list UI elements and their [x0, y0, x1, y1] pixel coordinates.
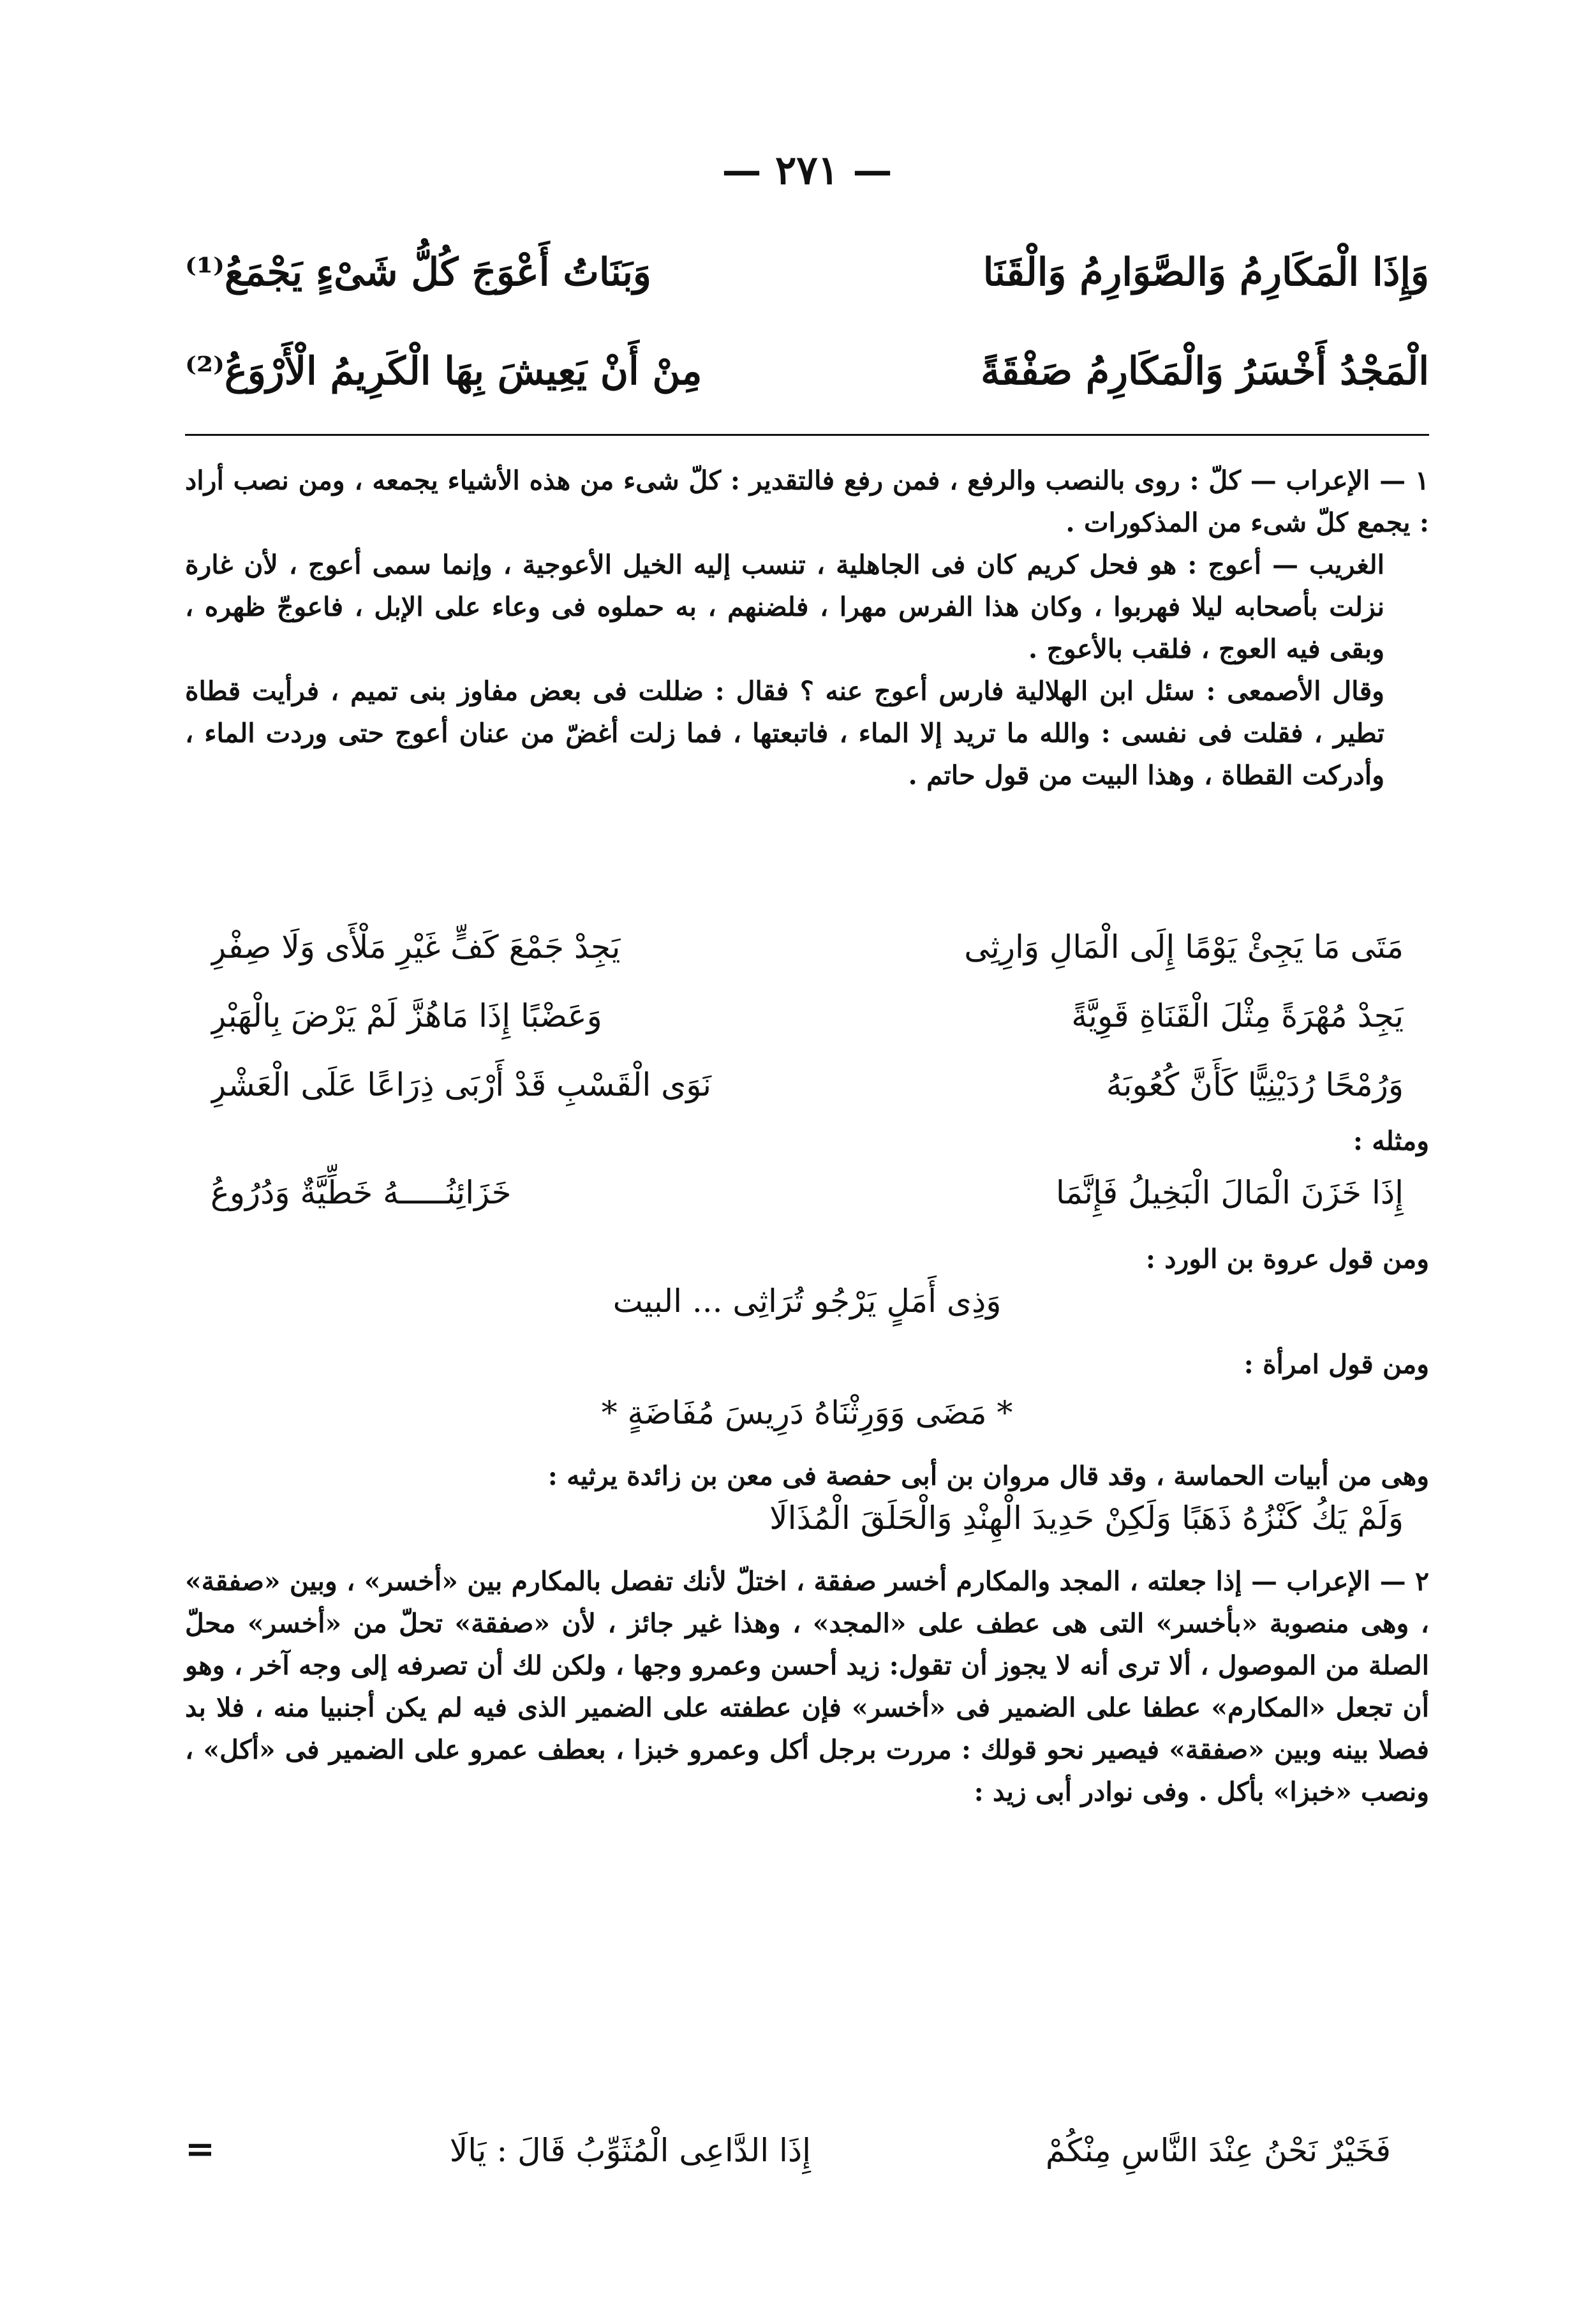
- footnote-paragraph: الغريب — أعوج : هو فحل كريم كان فى الجاهلية ، تنسب إليه الخيل الأعوجية ، وإنما سمى أعوج ، لأن غارة نزلت بأصحابه ليلا فهربوا ، وكان هذا الفرس مهرا ، فلضنهم ، به حملوه فى وعاء على الإبل ، فاعوجّ ظهره ، وبقى فيه العوج ، فلقب بالأعوج .: [185, 549, 1384, 664]
- abu-zayd-verse: [185, 2128, 1429, 2170]
- urwa-label: ومن قول عروة بن الورد :: [1145, 1244, 1429, 1274]
- verse-line: [185, 1050, 1429, 1119]
- verse-first-hemistich: الْمَجْدُ أَخْسَرُ وَالْمَكَارِمُ صَفْقَةً: [981, 349, 1429, 394]
- verse-first-hemistich: وَإِذَا الْمَكَارِمُ وَالصَّوَارِمُ وَالْقَنَا: [983, 250, 1429, 295]
- verse-second-hemistich: وَعَضْبًا إِذَا مَاهُزَّ لَمْ يَرْضَ بِالْهَبْرِ: [211, 997, 602, 1034]
- mithluhu-verse: [185, 1158, 1429, 1227]
- hatim-verses: [185, 912, 1429, 1119]
- verse-line: [185, 223, 1429, 322]
- verse-line: [185, 1158, 1429, 1227]
- woman-verse: * مَضَى وَوَرِثْنَاهُ دَرِيسَ مُفَاضَةٍ *: [601, 1394, 1013, 1431]
- verse-first-hemistich: مَتَى مَا يَجِئْ يَوْمًا إِلَى الْمَالِ وَارِثِى: [964, 928, 1404, 965]
- verse-first-hemistich: يَجِدْ مُهْرَةً مِثْلَ الْقَنَاةِ قَوِيَّةً: [1071, 997, 1404, 1034]
- page-number: — ٢٧١ —: [722, 147, 893, 193]
- marwan-verse: وَلَمْ يَكُ كَنْزُهُ ذَهَبًا وَلَكِنْ حَدِيدَ الْهِنْدِ وَالْحَلَقَ الْمُذَالَا: [769, 1500, 1404, 1537]
- verse-second-hemistich: يَجِدْ جَمْعَ كَفٍّ غَيْرِ مَلْأَى وَلَا صِفْرِ: [211, 928, 621, 965]
- verse-second-hemistich: مِنْ أَنْ يَعِيشَ بِهَا الْكَرِيمُ الْأَرْوَعُ⁽²⁾: [185, 349, 702, 394]
- verse-second-hemistich: وَبَنَاتُ أَعْوَجَ كُلُّ شَىْءٍ يَجْمَعُ⁽¹⁾: [185, 250, 651, 295]
- footnote-1: [185, 459, 1429, 796]
- mithluhu-label: ومثله :: [1353, 1126, 1429, 1156]
- continuation-mark: =: [185, 2128, 215, 2170]
- urwa-verse: وَذِى أَمَلٍ يَرْجُو تُرَاثِى ... البيت: [612, 1283, 1002, 1320]
- footnote-divider: [185, 434, 1429, 436]
- verse-line: [185, 322, 1429, 421]
- verse-line: [185, 912, 1429, 981]
- book-page: [185, 128, 1429, 2233]
- footnote-paragraph: ٢ — الإعراب — إذا جعلته ، المجد والمكارم أخسر صفقة ، اختلّ لأنك تفصل بالمكارم بين «أخسر» ، وبين «صفقة» ، وهى منصوبة «بأخسر» التى هى عطف على «المجد» ، وهذا غير جائز ، لأن «صفقة» تحلّ من «أخسر» محلّ الصلة من الموصول ، ألا ترى أنه لا يجوز أن تقول: زيد أحسن وعمرو وجها ، ولكن لك أن تصرفه إلى وجه آخر ، وهو أن تجعل «المكارم» عطفا على الضمير فى «أخسر» فإن عطفته على الضمير الذى فيه لم يكن أجنبيا منه ، فلا بد فصلا بينه وبين «صفقة» فيصير نحو قولك : مررت برجل أكل وعمرو خبزا ، بعطف عمرو على الضمير فى «أكل» ، ونصب «خبزا» بأكل . وفى نوادر أبى زيد :: [185, 1566, 1429, 1807]
- verse-second-hemistich: إِذَا الدَّاعِى الْمُثَوِّبُ قَالَ : يَالَا: [449, 2132, 812, 2169]
- woman-label: ومن قول امرأة :: [1243, 1349, 1429, 1380]
- footnote-2: [185, 1560, 1429, 1813]
- footnote-paragraph: ١ — الإعراب — كلّ : روى بالنصب والرفع ، فمن رفع فالتقدير : كلّ شىء من هذه الأشياء يجمعه ، ومن نصب أراد : يجمع كلّ شىء من المذكورات .: [185, 465, 1429, 538]
- main-verses: [185, 223, 1429, 421]
- verse-line: [185, 981, 1429, 1050]
- hamasa-note: وهى من أبيات الحماسة ، وقد قال مروان بن أبى حفصة فى معن بن زائدة يرثيه :: [547, 1461, 1429, 1491]
- verse-first-hemistich: إِذَا خَزَنَ الْمَالَ الْبَخِيلُ فَإِنَّمَا: [1055, 1174, 1404, 1211]
- verse-first-hemistich: فَخَيْرٌ نَحْنُ عِنْدَ النَّاسِ مِنْكُمْ: [1045, 2132, 1391, 2169]
- footnote-paragraph: وقال الأصمعى : سئل ابن الهلالية فارس أعوج عنه ؟ فقال : ضللت فى بعض مفاوز بنى تميم ، فرأيت قطاة تطير ، فقلت فى نفسى : والله ما تريد إلا الماء ، فاتبعتها ، فما زلت أغضّ من عنان أعوج حتى وردت الماء ، وأدركت القطاة ، وهذا البيت من قول حاتم .: [185, 676, 1384, 791]
- verse-second-hemistich: نَوَى الْقَسْبِ قَدْ أَرْبَى ذِرَاعًا عَلَى الْعَشْرِ: [211, 1066, 712, 1103]
- verse-first-hemistich: وَرُمْحًا رُدَيْنِيًّا كَأَنَّ كُعُوبَهُ: [1106, 1066, 1404, 1103]
- verse-second-hemistich: خَزَائِنُـــــهُ خَطِّيَّةٌ وَدُرُوعُ: [211, 1174, 512, 1211]
